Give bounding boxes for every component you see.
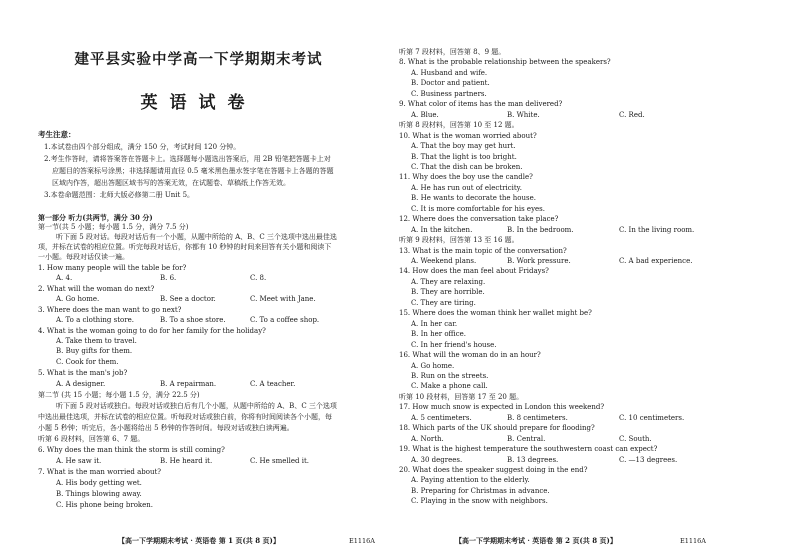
- question-line: 20. What does the speaker suggest doing in the end?: [399, 466, 588, 474]
- option-line: B. In her office.: [411, 330, 467, 339]
- option-line: A. Go home.: [411, 361, 455, 370]
- option-a: A. He saw it.: [56, 457, 102, 465]
- option-b: B. A repairman.: [160, 380, 217, 388]
- option-a: A. 30 degrees.: [411, 455, 463, 464]
- option-a: A. 4.: [56, 274, 73, 282]
- exam-code: E1116A: [349, 537, 375, 545]
- option-c: C. He smelled it.: [250, 457, 310, 465]
- option-c: C. 10 centimeters.: [619, 413, 685, 422]
- section1-heading: 第一节(共 5 小题；每小题 1.5 分，满分 7.5 分): [38, 223, 189, 231]
- option-c: C. 8.: [250, 274, 267, 282]
- notice-line: 1.本试卷由四个部分组成，满分 150 分，考试时间 120 分钟。: [44, 143, 241, 151]
- option-a: A. In the kitchen.: [411, 225, 473, 234]
- question-7: 7. What is the man worried about?: [38, 468, 162, 476]
- question-5: 5. What is the man's job?: [38, 369, 128, 377]
- instruction-line: 听下面 5 段对话。每段对话后有一个小题，从题中所给的 A、B、C 三个选项中选出最佳选: [56, 233, 337, 241]
- option-line: A. Husband and wife.: [411, 68, 488, 77]
- instruction-line: 中选出最佳选项，并标在试卷的相应位置。听每段对话或独白前，你将有时间阅读各个小题，每: [38, 413, 332, 421]
- question-3: 3. Where does the man want to go next?: [38, 306, 182, 314]
- option-a: A. To a clothing store.: [56, 316, 134, 324]
- option-c: C. In the living room.: [619, 225, 695, 234]
- option-line: A. In her car.: [411, 319, 458, 328]
- option-line: A. They are relaxing.: [411, 277, 486, 286]
- question-line: 12. Where does the conversation take place?: [399, 215, 559, 224]
- option-line: B. Preparing for Christmas in advance.: [411, 486, 550, 495]
- option-line: C. Make a phone call.: [411, 382, 488, 391]
- question-line: 14. How does the man feel about Fridays?: [399, 267, 549, 276]
- question-line: 18. Which parts of the UK should prepare for flooding?: [399, 424, 595, 433]
- option-a: A. Weekend plans.: [411, 257, 477, 265]
- question-line: 16. What will the woman do in an hour?: [399, 351, 541, 360]
- question-line: 15. Where does the woman think her wallet might be?: [399, 309, 592, 318]
- question-1: 1. How many people will the table be for?: [38, 264, 187, 272]
- option-b: B. Buy gifts for them.: [56, 347, 133, 355]
- option-a: A. North.: [411, 434, 444, 443]
- option-line: C. It is more comfortable for his eyes.: [411, 204, 545, 213]
- notice-line: 应题目的答案标号涂黑；非选择题请用直径 0.5 毫米黑色墨水签字笔在答题卡上各题的答题: [52, 167, 334, 175]
- option-c: C. To a coffee shop.: [250, 316, 320, 324]
- option-line: C. In her friend's house.: [411, 340, 497, 349]
- option-a: A. Blue.: [411, 110, 439, 119]
- option-line: B. They are horrible.: [411, 288, 485, 297]
- option-b: B. White.: [507, 110, 540, 119]
- question-line: 17. How much snow is expected in London this weekend?: [399, 403, 605, 412]
- question-line: 听第 10 段材料，回答第 17 至 20 题。: [399, 392, 524, 401]
- question-2: 2. What will the woman do next?: [38, 285, 155, 293]
- school-title: 建平县实验中学高一下学期期末考试: [74, 51, 323, 68]
- option-c: C. Meet with Jane.: [250, 295, 316, 303]
- option-b: B. See a doctor.: [160, 295, 216, 303]
- question-line: 19. What is the highest temperature the southwestern coast can expect?: [399, 445, 658, 454]
- option-a: A. His body getting wet.: [56, 479, 142, 487]
- option-a: A. 5 centimeters.: [411, 413, 472, 422]
- instruction-line: 小题 5 秒钟；听完后，各小题将给出 5 秒钟的作答时间。每段对话或独白读两遍。: [38, 424, 294, 432]
- question-line: 听第 9 段材料，回答第 13 至 16 题。: [399, 236, 519, 245]
- question-line: 听第 7 段材料，回答第 8、9 题。: [399, 48, 506, 56]
- option-b: B. Central.: [507, 434, 546, 443]
- option-c: C. A bad experience.: [619, 257, 693, 265]
- part1-heading: 第一部分 听力(共两节，满分 30 分): [38, 213, 153, 222]
- question-line: 8. What is the probable relationship between the speakers?: [399, 58, 611, 67]
- page-footer: 【高一下学期期末考试 · 英语卷 第 2 页(共 8 页)】: [455, 536, 617, 545]
- option-c: C. Red.: [619, 110, 645, 119]
- question-line: 13. What is the main topic of the conversation?: [399, 246, 567, 255]
- option-line: B. Doctor and patient.: [411, 79, 490, 88]
- notice-line: 区域内作答，超出答题区域书写的答案无效，在试题卷、草稿纸上作答无效。: [52, 179, 290, 187]
- option-b: B. 8 centimeters.: [507, 413, 568, 422]
- option-line: B. He wants to decorate the house.: [411, 194, 536, 203]
- instruction-line: 一小题。每段对话仅读一遍。: [38, 253, 129, 261]
- section2-heading: 第二节 (共 15 小题；每小题 1.5 分，满分 22.5 分): [38, 391, 200, 399]
- question-6: 6. Why does the man think the storm is still coming?: [38, 446, 225, 454]
- option-line: B. That the light is too bright.: [411, 152, 517, 161]
- question-line: 9. What color of items has the man delivered?: [399, 100, 563, 109]
- page-2: [397, 0, 794, 560]
- option-b: B. 13 degrees.: [507, 455, 559, 464]
- question-line: 10. What is the woman worried about?: [399, 131, 537, 140]
- option-line: A. He has run out of electricity.: [411, 183, 522, 192]
- option-b: B. Work pressure.: [507, 257, 571, 265]
- option-b: B. To a shoe store.: [160, 316, 226, 324]
- instruction-line: 项，并标在试卷的相应位置。听完每段对话后，你都有 10 秒钟的时间来回答有关小题和阅读下: [38, 243, 332, 251]
- notice-line: 2.考生作答时，请将答案答在答题卡上。选择题每小题选出答案后，用 2B 铅笔把答题卡上对: [44, 155, 331, 163]
- option-line: B. Run on the streets.: [411, 371, 489, 380]
- option-line: C. Business partners.: [411, 89, 487, 98]
- question-line: 听第 8 段材料，回答第 10 至 12 题。: [399, 121, 519, 130]
- option-line: A. Paying attention to the elderly.: [411, 476, 530, 485]
- exam-code: E1116A: [680, 537, 706, 545]
- option-a: A. Go home.: [56, 295, 100, 303]
- option-line: C. Playing in the snow with neighbors.: [411, 497, 548, 506]
- subject-title: 英语试卷: [140, 93, 257, 113]
- option-c: C. A teacher.: [250, 380, 296, 388]
- instruction-line: 听第 6 段材料，回答第 6、7 题。: [38, 435, 145, 443]
- instruction-line: 听下面 5 段对话或独白。每段对话或独白后有几个小题，从题中所给的 A、B、C 三个选项: [56, 402, 337, 410]
- option-b: B. He heard it.: [160, 457, 213, 465]
- option-a: A. Take them to travel.: [56, 337, 137, 345]
- option-b: B. 6.: [160, 274, 177, 282]
- option-line: A. That the boy may get hurt.: [411, 142, 516, 151]
- option-c: C. South.: [619, 434, 652, 443]
- option-a: A. A designer.: [56, 380, 106, 388]
- option-b: B. Things blowing away.: [56, 490, 142, 498]
- option-line: C. That the dish can be broken.: [411, 162, 523, 171]
- question-line: 11. Why does the boy use the candle?: [399, 173, 533, 182]
- option-b: B. In the bedroom.: [507, 225, 574, 234]
- option-c: C. —13 degrees.: [619, 455, 678, 464]
- page-footer: 【高一下学期期末考试 · 英语卷 第 1 页(共 8 页)】: [118, 536, 280, 545]
- option-line: C. They are tiring.: [411, 298, 476, 307]
- notice-line: 3.本卷命题范围：北师大版必修第二册 Unit 5。: [44, 191, 195, 199]
- option-c: C. His phone being broken.: [56, 501, 154, 509]
- option-c: C. Cook for them.: [56, 358, 119, 366]
- question-4: 4. What is the woman going to do for her family for the holiday?: [38, 327, 266, 335]
- notice-heading: 考生注意：: [38, 130, 76, 139]
